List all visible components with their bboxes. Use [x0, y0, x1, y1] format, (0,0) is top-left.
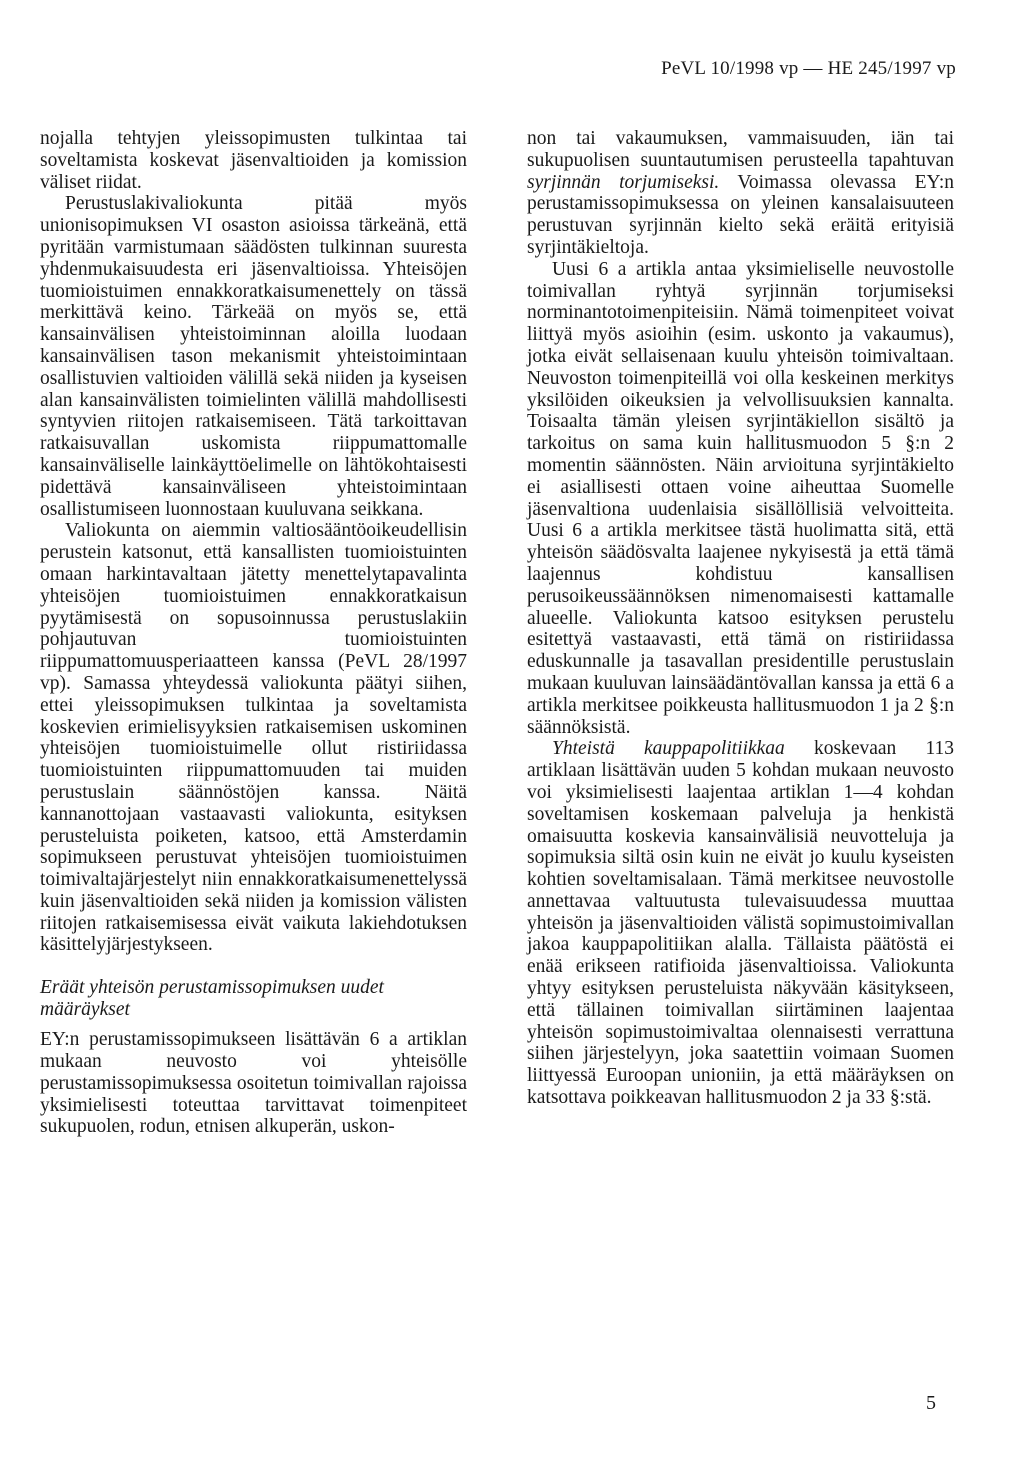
paragraph [527, 128, 954, 259]
paragraph: Valiokunta on aiemmin valtiosääntöoikeudellisin perustein katsonut, että kansallisten tuomioistuinten omaan harkintavaltaan jätetty menettelytapavalinta yhteisöjen tuomioistuimen ennakkoratkaisun pyytämisestä on sopusoinnussa perustuslakiin pohjautuvan tuomioistuinten riippumattomuusperiaatteen kanssa (PeVL 28/1997 vp). Samassa yhteydessä valiokunta päätyi siihen, ettei yleissopimuksen tulkintaa ja soveltamista koskevien erimielisyyksien ratkaisemisen uskominen yhteisöjen tuomioistuimelle ollut ristiriidassa tuomioistuinten riippumattomuuden tai muiden perustuslain säännöstöjen kanssa. Näitä kannanottojaan vastaavasti valiokunta, esityksen perusteluista poiketen, katsoo, että Amsterdamin sopimukseen perustuvat yhteisöjen tuomioistuimen toimivaltajärjestelyt niin ennakkoratkaisumenettelyssä kuin jäsenvaltioiden sekä niiden ja komission välisten riitojen ratkaisemisessa eivät vaikuta lakiehdotuksen käsittelyjärjestykseen. [40, 520, 467, 956]
paragraph: EY:n perustamissopimukseen lisättävän 6 a artiklan mukaan neuvosto voi yhteisölle perustamissopimuksessa osoitetun toimivallan rajoissa yksimielisesti toteuttaa tarvittavat toimenpiteet sukupuolen, rodun, etnisen alkuperän, uskon- [40, 1029, 467, 1138]
paragraph: Uusi 6 a artikla antaa yksimieliselle neuvostolle toimivallan ryhtyä syrjinnän torjumiseksi norminantotoimenpiteisiin. Nämä toimenpiteet voivat liittyä myös asioihin (esim. uskonto ja vakaumus), jotka eivät sellaisenaan kuulu yhteisön toimivaltaan. Neuvoston toimenpiteillä voi olla keskeinen merkitys yksilöiden oikeuksien ja velvollisuuksien kannalta. Toisaalta tämän yleisen syrjintäkiellon sisältö ja tarkoitus on sama kuin hallitusmuodon 5 §:n 2 momentin säännösten. Näin arvioituna syrjintäkielto ei asiallisesti ottaen voine aiheuttaa Suomelle jäsenvaltiona uudenlaisia sisällöllisiä velvoitteita. Uusi 6 a artikla merkitsee tästä huolimatta sitä, että yhteisön säädösvalta laajenee nykyisestä ja että tämä laajennus kohdistuu kansallisen perusoikeussäännöksen nimenomaisesti kattamalle alueelle. Valiokunta katsoo esityksen perustelu esitettyä vastaavasti, että tämä on ristiriidassa eduskunnalle ja tasavallan presidentille perustuslain mukaan kuuluvan lainsäädäntövallan kanssa ja että 6 a artikla merkitsee poikkeusta hallitusmuodon 1 ja 2 §:n säännöksistä. [527, 258, 954, 738]
paragraph: nojalla tehtyjen yleissopimusten tulkintaa tai soveltamista koskevat jäsenvaltioiden ja komission väliset riidat. [40, 128, 467, 193]
document-reference: PeVL 10/1998 vp — HE 245/1997 vp [661, 58, 956, 79]
text-run: Voimassa olevassa EY:n perustamissopimuksessa on yleinen kansalaisuuteen perustuvan syrjinnän kielto sekä eräitä erityisiä syrjintäkieltoja. [527, 171, 954, 258]
paragraph [527, 738, 954, 1109]
section-heading: Eräät yhteisön perustamissopimuksen uudet määräykset [40, 977, 384, 1021]
text-run: koskevaan 113 artiklaan lisättävän uuden 5 kohdan mukaan neuvosto voi yksimielisesti laajentaa artiklan 1—4 kohdan soveltamisen koskemaan palveluja ja henkistä omaisuutta koskevia kansainvälisiä neuvotteluja ja sopimuksia siltä osin kuin ne eivät jo kuulu kyseisten kohtien soveltamisalaan. Tämä merkitsee neuvostolle annettavaa valtuutusta tulevaisuudessa muuttaa yhteisön ja jäsenvaltioiden välistä sopimustoimivallan jakoa kauppapolitiikan alalla. Tällaista päätöstä ei enää erikseen ratifioida jäsenvaltioissa. Valiokunta yhtyy esityksen perusteluista näkyvään käsitykseen, että tällainen toimivallan siirtäminen laajentaa yhteisön sopimustoimivaltaa olennaisesti verrattuna siihen järjestelyyn, joka saatettiin voimaan Suomen liittyessä Euroopan unioniin, ja että määräyksen on katsottava poikkeavan hallitusmuodon 2 ja 33 §:stä. [527, 738, 954, 1109]
text-run: non tai vakaumuksen, vammaisuuden, iän tai sukupuolisen suuntautumisen perusteella tapahtuvan [527, 128, 954, 171]
emphasis: Yhteistä kauppapolitiikkaa [552, 738, 785, 760]
right-column [527, 128, 954, 1109]
paragraph: Perustuslakivaliokunta pitää myös unionisopimuksen VI osaston asioissa tärkeänä, että pyritään varmistumaan säädösten tulkinnan suuresta yhdenmukaisuudesta eri jäsenvaltioissa. Yhteisöjen tuomioistuimen ennakkoratkaisumenettely on tässä merkittävä keino. Tärkeää on myös se, että kansainvälisen yhteistoiminnan aloilla luodaan kansainvälisen tason mekanismit yhteistoimintaan osallistuvien valtioiden välillä sekä niiden ja kyseisen alan kansainvälisten toimielinten välillä mahdollisesti syntyvien riitojen ratkaisemiseen. Tätä tarkoittavan ratkaisuvallan uskomista riippumattomalle kansainväliselle lainkäyttöelimelle on lähtökohtaisesti pidettävä kansainväliseen yhteistoimintaan osallistumiseen luonnostaan kuuluvana seikkana. [40, 193, 467, 520]
page-number: 5 [926, 1392, 936, 1414]
emphasis: syrjinnän torjumiseksi. [527, 171, 720, 193]
left-column [40, 128, 467, 1138]
